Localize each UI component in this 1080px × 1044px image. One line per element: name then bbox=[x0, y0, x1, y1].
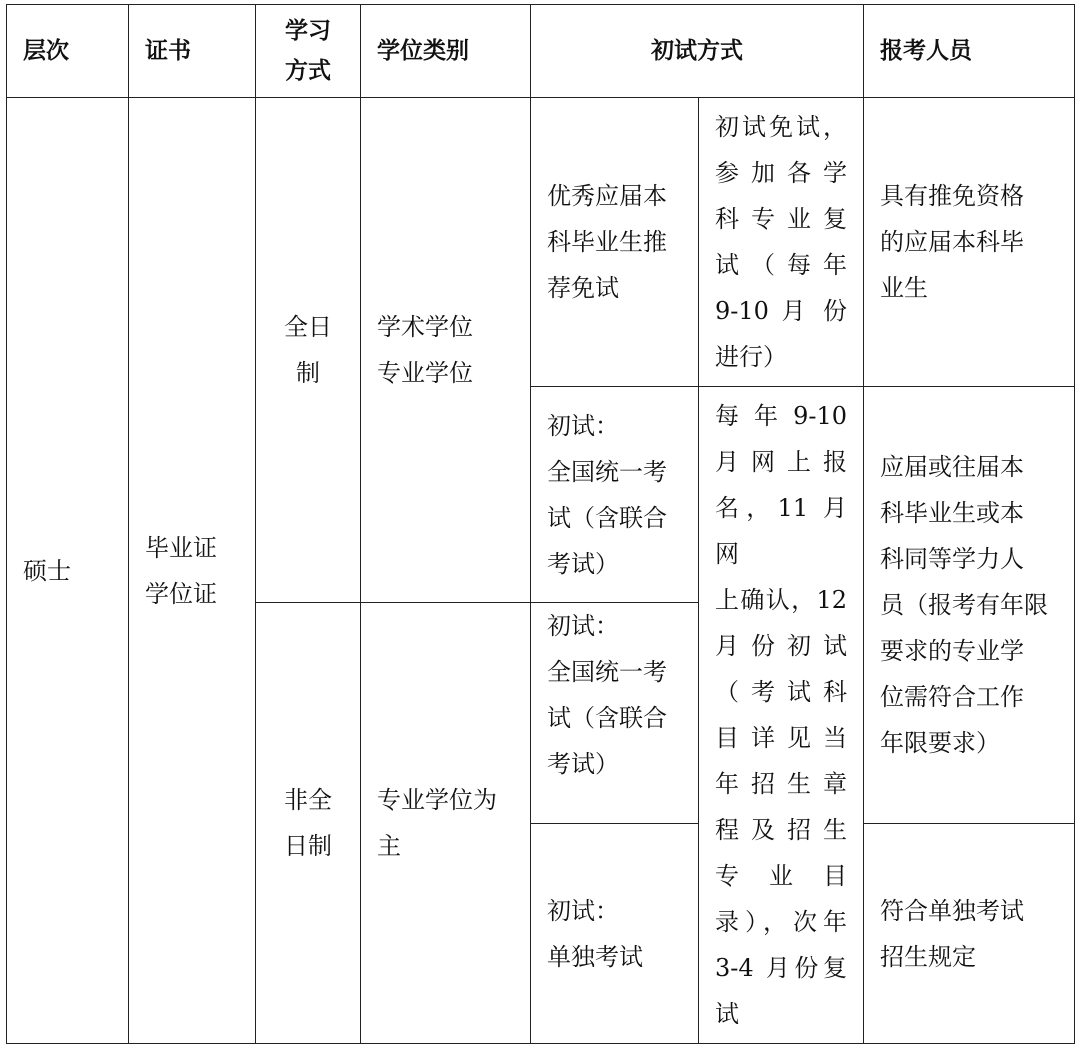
exam-schedule-line: 专 业 目 bbox=[715, 862, 847, 890]
recommend-timing-line: 进行） bbox=[715, 343, 787, 371]
unified-method-line: 初试： bbox=[547, 612, 619, 640]
unified-method-line: 试（含联合 bbox=[547, 503, 667, 532]
single-applicants-line: 符合单独考试 bbox=[880, 896, 1024, 925]
cell-single-applicants bbox=[864, 824, 1075, 1044]
exam-schedule-line: 试 bbox=[715, 1000, 739, 1028]
exam-schedule-line: 月 份 初 试 bbox=[715, 632, 847, 660]
unified-method-line: 初试： bbox=[547, 411, 619, 440]
unified-method-line: 考试） bbox=[547, 549, 619, 578]
recommend-applicants-line: 具有推免资格 bbox=[880, 182, 1024, 210]
exam-schedule-line: 名，11 月网 bbox=[715, 494, 847, 568]
recommend-timing-line: 初试免试， bbox=[715, 113, 847, 141]
exam-schedule-line: 录），次年 bbox=[715, 908, 847, 936]
parttime-mode-line-2: 日制 bbox=[284, 832, 332, 860]
certificate-line-2: 学位证 bbox=[145, 579, 217, 608]
fulltime-degree-line-1: 学术学位 bbox=[377, 313, 473, 341]
header-row bbox=[7, 5, 1075, 98]
recommend-timing-line: 科 专 业 复 bbox=[715, 205, 847, 233]
header-initial-exam: 初试方式 bbox=[531, 5, 864, 98]
unified-applicants-line: 科毕业生或本 bbox=[880, 499, 1024, 527]
unified-method-line: 试（含联合 bbox=[547, 704, 667, 732]
unified-applicants-line: 要求的专业学 bbox=[880, 637, 1024, 665]
cell-unified-applicants bbox=[864, 387, 1075, 824]
recommend-applicants-line: 业生 bbox=[880, 274, 928, 302]
recommend-applicants-line: 的应届本科毕 bbox=[880, 228, 1024, 256]
header-degree-type: 学位类别 bbox=[361, 5, 531, 98]
parttime-degree-line-2: 主 bbox=[377, 832, 401, 860]
cell-recommend-timing bbox=[699, 98, 864, 387]
unified-applicants-line: 位需符合工作 bbox=[880, 683, 1024, 711]
parttime-degree-line-1: 专业学位为 bbox=[377, 786, 497, 814]
header-certificate: 证书 bbox=[129, 5, 256, 98]
cell-fulltime-unified-method bbox=[531, 387, 699, 603]
single-method-line: 单独考试 bbox=[547, 942, 643, 971]
cell-single-method bbox=[531, 824, 699, 1044]
single-applicants-line: 招生规定 bbox=[880, 942, 976, 971]
cell-recommend-applicants bbox=[864, 98, 1075, 387]
exam-schedule-line: 每 年 9-10 bbox=[715, 402, 847, 430]
unified-applicants-line: 应届或往届本 bbox=[880, 453, 1024, 481]
unified-method-line: 考试） bbox=[547, 750, 619, 778]
header-applicants: 报考人员 bbox=[864, 5, 1075, 98]
fulltime-mode-line-2: 制 bbox=[296, 359, 320, 387]
admission-table bbox=[6, 4, 1075, 1044]
exam-schedule-line: 3-4 月份复 bbox=[715, 954, 847, 982]
unified-method-line: 全国统一考 bbox=[547, 658, 667, 686]
cell-fulltime-mode bbox=[256, 98, 361, 603]
cell-parttime-degree bbox=[361, 603, 531, 1044]
unified-applicants-line: 员（报考有年限 bbox=[880, 591, 1048, 619]
cell-fulltime-degree bbox=[361, 98, 531, 603]
cell-parttime-unified-method bbox=[531, 603, 699, 824]
header-study-mode-line-1: 学习 bbox=[285, 18, 331, 44]
recommend-method-line: 荐免试 bbox=[547, 274, 619, 302]
cell-recommend-method bbox=[531, 98, 699, 387]
recommend-method-line: 优秀应届本 bbox=[547, 182, 667, 210]
unified-method-line: 全国统一考 bbox=[547, 457, 667, 486]
cell-level: 硕士 bbox=[7, 98, 129, 1044]
fulltime-degree-line-2: 专业学位 bbox=[377, 359, 473, 387]
header-study-mode-line-2: 方式 bbox=[285, 58, 331, 84]
header-level: 层次 bbox=[7, 5, 129, 98]
certificate-line-1: 毕业证 bbox=[145, 533, 217, 562]
parttime-mode-line-1: 非全 bbox=[284, 786, 332, 814]
recommend-timing-line: 9-10 月 份 bbox=[715, 297, 847, 325]
recommend-timing-line: 试 （ 每 年 bbox=[715, 251, 847, 279]
cell-exam-schedule bbox=[699, 387, 864, 1044]
exam-schedule-line: 目 详 见 当 bbox=[715, 724, 847, 752]
cell-certificate bbox=[129, 98, 256, 1044]
exam-schedule-line: 月 网 上 报 bbox=[715, 448, 847, 476]
unified-applicants-line: 科同等学力人 bbox=[880, 545, 1024, 573]
single-method-line: 初试： bbox=[547, 896, 619, 925]
exam-schedule-line: 上确认，12 bbox=[715, 586, 847, 614]
exam-schedule-line: （ 考 试 科 bbox=[715, 678, 847, 706]
cell-parttime-mode bbox=[256, 603, 361, 1044]
exam-schedule-line: 年 招 生 章 bbox=[715, 770, 847, 798]
fulltime-mode-line-1: 全日 bbox=[284, 313, 332, 341]
unified-applicants-line: 年限要求） bbox=[880, 729, 1000, 757]
exam-schedule-line: 程 及 招 生 bbox=[715, 816, 847, 844]
header-study-mode bbox=[256, 5, 361, 98]
table-row bbox=[7, 98, 1075, 387]
recommend-timing-line: 参 加 各 学 bbox=[715, 159, 847, 187]
recommend-method-line: 科毕业生推 bbox=[547, 228, 667, 256]
